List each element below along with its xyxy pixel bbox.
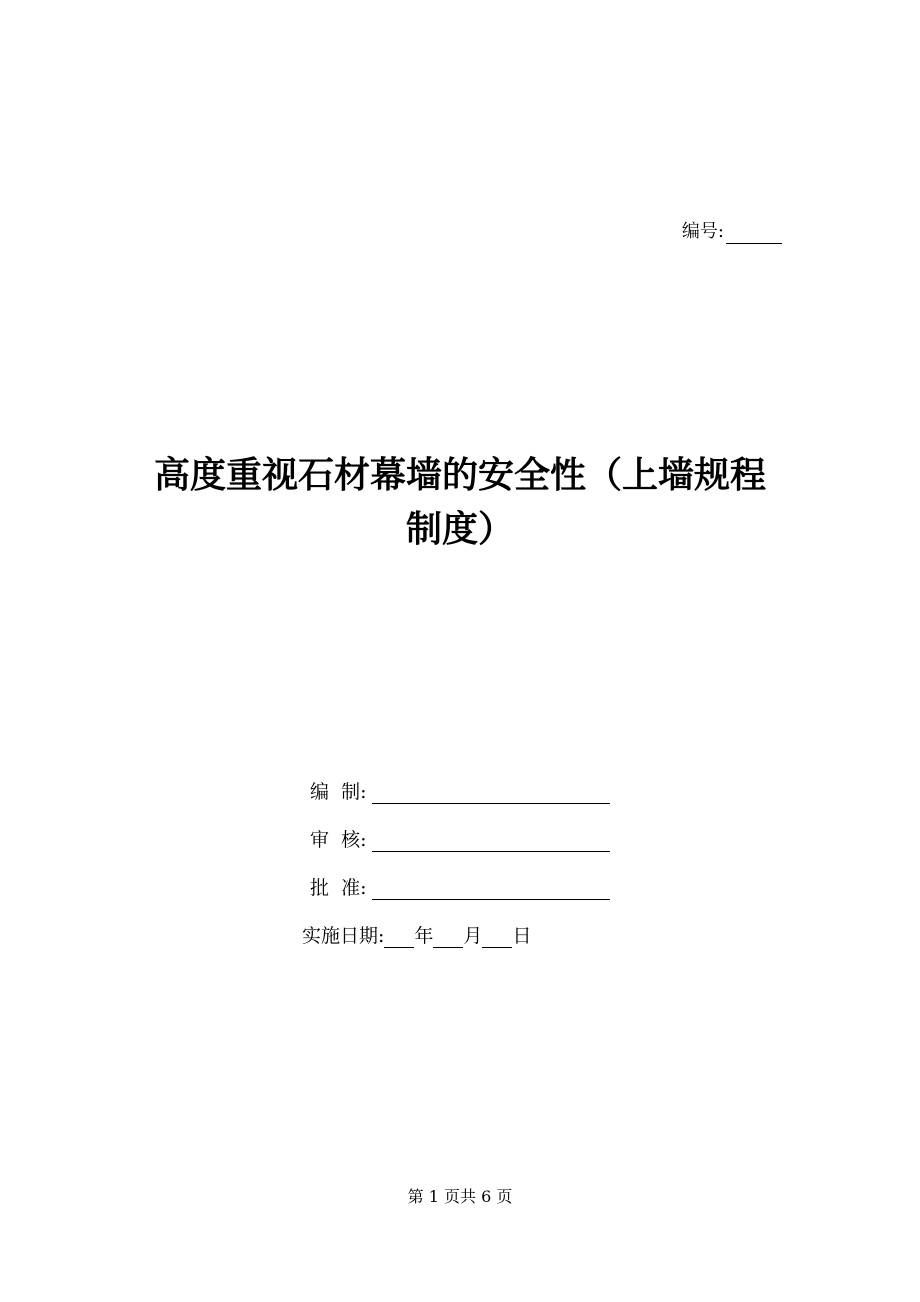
year-blank — [384, 925, 414, 948]
document-number-label: 编号: — [681, 221, 724, 242]
day-label: 日 — [512, 925, 532, 947]
approve-row — [302, 868, 632, 900]
document-number — [682, 220, 782, 244]
approve-label: 批 准: — [310, 877, 367, 899]
approve-blank — [372, 877, 610, 900]
compile-label: 编 制: — [310, 781, 367, 803]
day-blank — [482, 925, 512, 948]
review-blank — [372, 829, 610, 852]
month-label: 月 — [463, 925, 483, 947]
year-label: 年 — [414, 925, 434, 947]
document-title — [130, 448, 790, 556]
review-label: 审 核: — [310, 829, 367, 851]
title-line-1: 高度重视石材幕墙的安全性（上墙规程 — [153, 454, 766, 496]
effective-date-row — [302, 916, 632, 948]
review-row — [302, 820, 632, 852]
page-number: 第 1 页共 6 页 — [407, 1187, 513, 1206]
effective-date-label: 实施日期: — [302, 925, 385, 947]
title-line-2: 制度） — [405, 508, 514, 550]
compile-row — [302, 772, 632, 804]
page-footer — [0, 1186, 920, 1208]
month-blank — [433, 925, 463, 948]
document-number-blank — [726, 225, 782, 244]
compile-blank — [372, 781, 610, 804]
signature-block — [302, 772, 632, 948]
